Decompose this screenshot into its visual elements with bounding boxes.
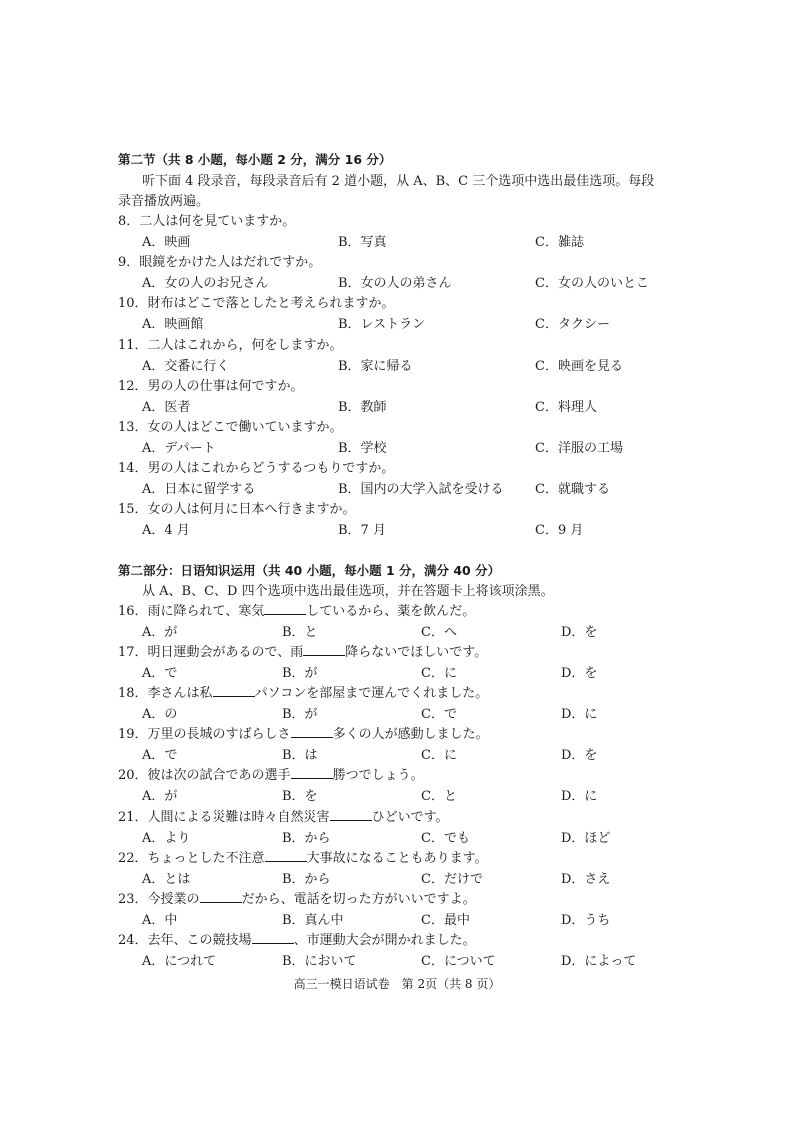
- option-d: D．に: [561, 707, 598, 722]
- option-a: A．で: [142, 748, 178, 763]
- question-line: [118, 725, 489, 745]
- question-text-before-blank: 明日運動会があるので、雨: [147, 645, 304, 660]
- option-a: A．で: [142, 666, 178, 681]
- question-text-before-blank: 万里の長城のすばらしさ: [147, 727, 291, 742]
- option-b: B．国内の大学入試を受ける: [338, 482, 504, 497]
- page-footer: 高三一模日语试卷 第 2页（共 8 页）: [293, 977, 501, 991]
- question-line: [118, 459, 394, 479]
- option-b: B．から: [282, 831, 331, 846]
- option-a: A．交番に行く: [142, 359, 230, 374]
- question-line: [118, 602, 475, 622]
- question-text-before-blank: 人間による災難は時々自然災害: [147, 810, 330, 825]
- option-a: A．デパート: [142, 441, 216, 456]
- option-a: A．映画: [142, 235, 191, 250]
- question-number: 15．: [118, 502, 148, 517]
- question-line: [118, 212, 295, 232]
- option-c: C．に: [421, 666, 457, 681]
- question-text: 女の人はどこで働いていますか。: [147, 420, 343, 435]
- question-number: 13．: [118, 420, 148, 435]
- answer-blank: [264, 602, 306, 615]
- option-c: C．に: [421, 748, 457, 763]
- option-a: A．につれて: [142, 954, 217, 969]
- question-line: [118, 931, 476, 951]
- question-number: 19．: [118, 727, 148, 742]
- option-c: C．へ: [421, 625, 457, 640]
- question-text: 二人はこれから，何をしますか。: [147, 338, 343, 353]
- option-c: C．料理人: [535, 400, 597, 415]
- question-number: 9．: [118, 255, 140, 270]
- option-b: B．写真: [338, 235, 387, 250]
- option-c: C．について: [421, 954, 496, 969]
- question-number: 8．: [118, 214, 140, 229]
- option-b: B．家に帰る: [338, 359, 413, 374]
- question-text-after-blank: しているから、薬を飲んだ。: [306, 604, 476, 619]
- option-b: B．が: [282, 707, 318, 722]
- question-line: [118, 336, 343, 356]
- option-b: B．と: [282, 625, 318, 640]
- question-line: [118, 643, 487, 663]
- question-number: 23．: [118, 892, 148, 907]
- option-d: D．を: [561, 666, 598, 681]
- option-d: D．を: [561, 748, 598, 763]
- part-title: 第二部分：日语知识运用（共 40 小题，每小题 1 分，满分 40 分）: [118, 563, 501, 578]
- option-c: C．でも: [421, 831, 470, 846]
- question-line: [118, 849, 488, 869]
- question-text: 女の人は何月に日本へ行きますか。: [147, 502, 356, 517]
- option-b: B．教師: [338, 400, 387, 415]
- option-d: D．ほど: [561, 831, 611, 846]
- question-line: [118, 766, 424, 786]
- question-text: 男の人の仕事は何ですか。: [147, 379, 304, 394]
- option-c: C．最中: [421, 913, 470, 928]
- option-c: C．雑誌: [535, 235, 584, 250]
- question-line: [118, 253, 321, 273]
- option-c: C．で: [421, 707, 457, 722]
- question-text-before-blank: 李さんは私: [147, 686, 213, 701]
- question-number: 18．: [118, 686, 148, 701]
- question-number: 22．: [118, 851, 148, 866]
- question-text-before-blank: ちょっとした不注意: [147, 851, 265, 866]
- question-line: [118, 890, 476, 910]
- part-instruction: 从 A、B、C、D 四个选项中选出最佳选项，并在答题卡上将该项涂黑。: [142, 584, 554, 599]
- option-b: B．を: [282, 789, 318, 804]
- option-b: B．7 月: [338, 523, 386, 538]
- option-b: B．は: [282, 748, 318, 763]
- question-line: [118, 500, 356, 520]
- option-c: C．映画を見る: [535, 359, 623, 374]
- section-instruction-line2: 录音播放两遍。: [118, 194, 210, 209]
- answer-blank: [303, 643, 345, 656]
- option-d: D．に: [561, 789, 598, 804]
- option-d: D．を: [561, 625, 598, 640]
- question-text-before-blank: 雨に降られて、寒気: [147, 604, 265, 619]
- question-line: [118, 684, 488, 704]
- question-number: 11．: [118, 338, 148, 353]
- question-line: [118, 377, 304, 397]
- answer-blank: [200, 890, 242, 903]
- option-b: B．真ん中: [282, 913, 344, 928]
- question-text-after-blank: だから、電話を切った方がいいですよ。: [241, 892, 476, 907]
- option-a: A．より: [142, 831, 191, 846]
- question-number: 17．: [118, 645, 148, 660]
- question-number: 14．: [118, 461, 148, 476]
- question-text-after-blank: 大事故になることもあります。: [306, 851, 488, 866]
- question-number: 24．: [118, 933, 148, 948]
- option-c: C．9 月: [535, 523, 584, 538]
- section-instruction-line1: 听下面 4 段录音，每段录音后有 2 道小题，从 A、B、C 三个选项中选出最佳选项。每段: [142, 174, 655, 189]
- question-text: 財布はどこで落としたと考えられますか。: [147, 296, 395, 311]
- option-a: A．女の人のお兄さん: [142, 276, 269, 291]
- question-text-after-blank: 多くの人が感動しました。: [332, 727, 489, 742]
- option-b: B．女の人の弟さん: [338, 276, 452, 291]
- option-d: D．うち: [561, 913, 611, 928]
- question-number: 12．: [118, 379, 148, 394]
- section-title: 第二节（共 8 小题，每小题 2 分，满分 16 分）: [118, 152, 392, 167]
- option-a: A．4 月: [142, 523, 190, 538]
- question-text-after-blank: 勝つでしょう。: [332, 768, 424, 783]
- question-text-after-blank: 、市運動大会が開かれました。: [293, 933, 476, 948]
- question-number: 10．: [118, 296, 148, 311]
- option-b: B．学校: [338, 441, 387, 456]
- option-a: A．が: [142, 625, 178, 640]
- question-line: [118, 294, 395, 314]
- option-d: D．によって: [561, 954, 637, 969]
- question-text-after-blank: 降らないでほしいです。: [345, 645, 488, 660]
- question-text-before-blank: 彼は次の試合であの選手: [147, 768, 291, 783]
- question-text-after-blank: パソコンを部屋まで運んでくれました。: [254, 686, 489, 701]
- question-number: 20．: [118, 768, 148, 783]
- question-number: 16．: [118, 604, 148, 619]
- option-a: A．映画館: [142, 317, 204, 332]
- answer-blank: [291, 725, 333, 738]
- option-c: C．女の人のいとこ: [535, 276, 649, 291]
- answer-blank: [265, 849, 307, 862]
- question-text: 男の人はこれからどうするつもりですか。: [147, 461, 395, 476]
- option-c: C．と: [421, 789, 457, 804]
- question-text-before-blank: 今授業の: [147, 892, 200, 907]
- answer-blank: [213, 684, 255, 697]
- question-text: 二人は何を見ていますか。: [139, 214, 296, 229]
- option-a: A．の: [142, 707, 178, 722]
- question-number: 21．: [118, 810, 148, 825]
- option-c: C．タクシー: [535, 317, 610, 332]
- option-b: B．レストラン: [338, 317, 426, 332]
- answer-blank: [330, 808, 372, 821]
- option-d: D．さえ: [561, 872, 611, 887]
- option-b: B．から: [282, 872, 331, 887]
- option-c: C．だけで: [421, 872, 483, 887]
- option-b: B．が: [282, 666, 318, 681]
- answer-blank: [291, 766, 333, 779]
- question-text-before-blank: 去年、この競技場: [147, 933, 252, 948]
- question-line: [118, 418, 343, 438]
- option-b: B．において: [282, 954, 357, 969]
- question-line: [118, 808, 449, 828]
- question-text: 眼鏡をかけた人はだれですか。: [139, 255, 322, 270]
- option-c: C．洋服の工場: [535, 441, 623, 456]
- option-a: A．とは: [142, 872, 191, 887]
- question-text-after-blank: ひどいです。: [371, 810, 449, 825]
- option-a: A．医者: [142, 400, 191, 415]
- answer-blank: [252, 931, 294, 944]
- option-a: A．中: [142, 913, 178, 928]
- option-c: C．就職する: [535, 482, 610, 497]
- option-a: A．日本に留学する: [142, 482, 256, 497]
- option-a: A．が: [142, 789, 178, 804]
